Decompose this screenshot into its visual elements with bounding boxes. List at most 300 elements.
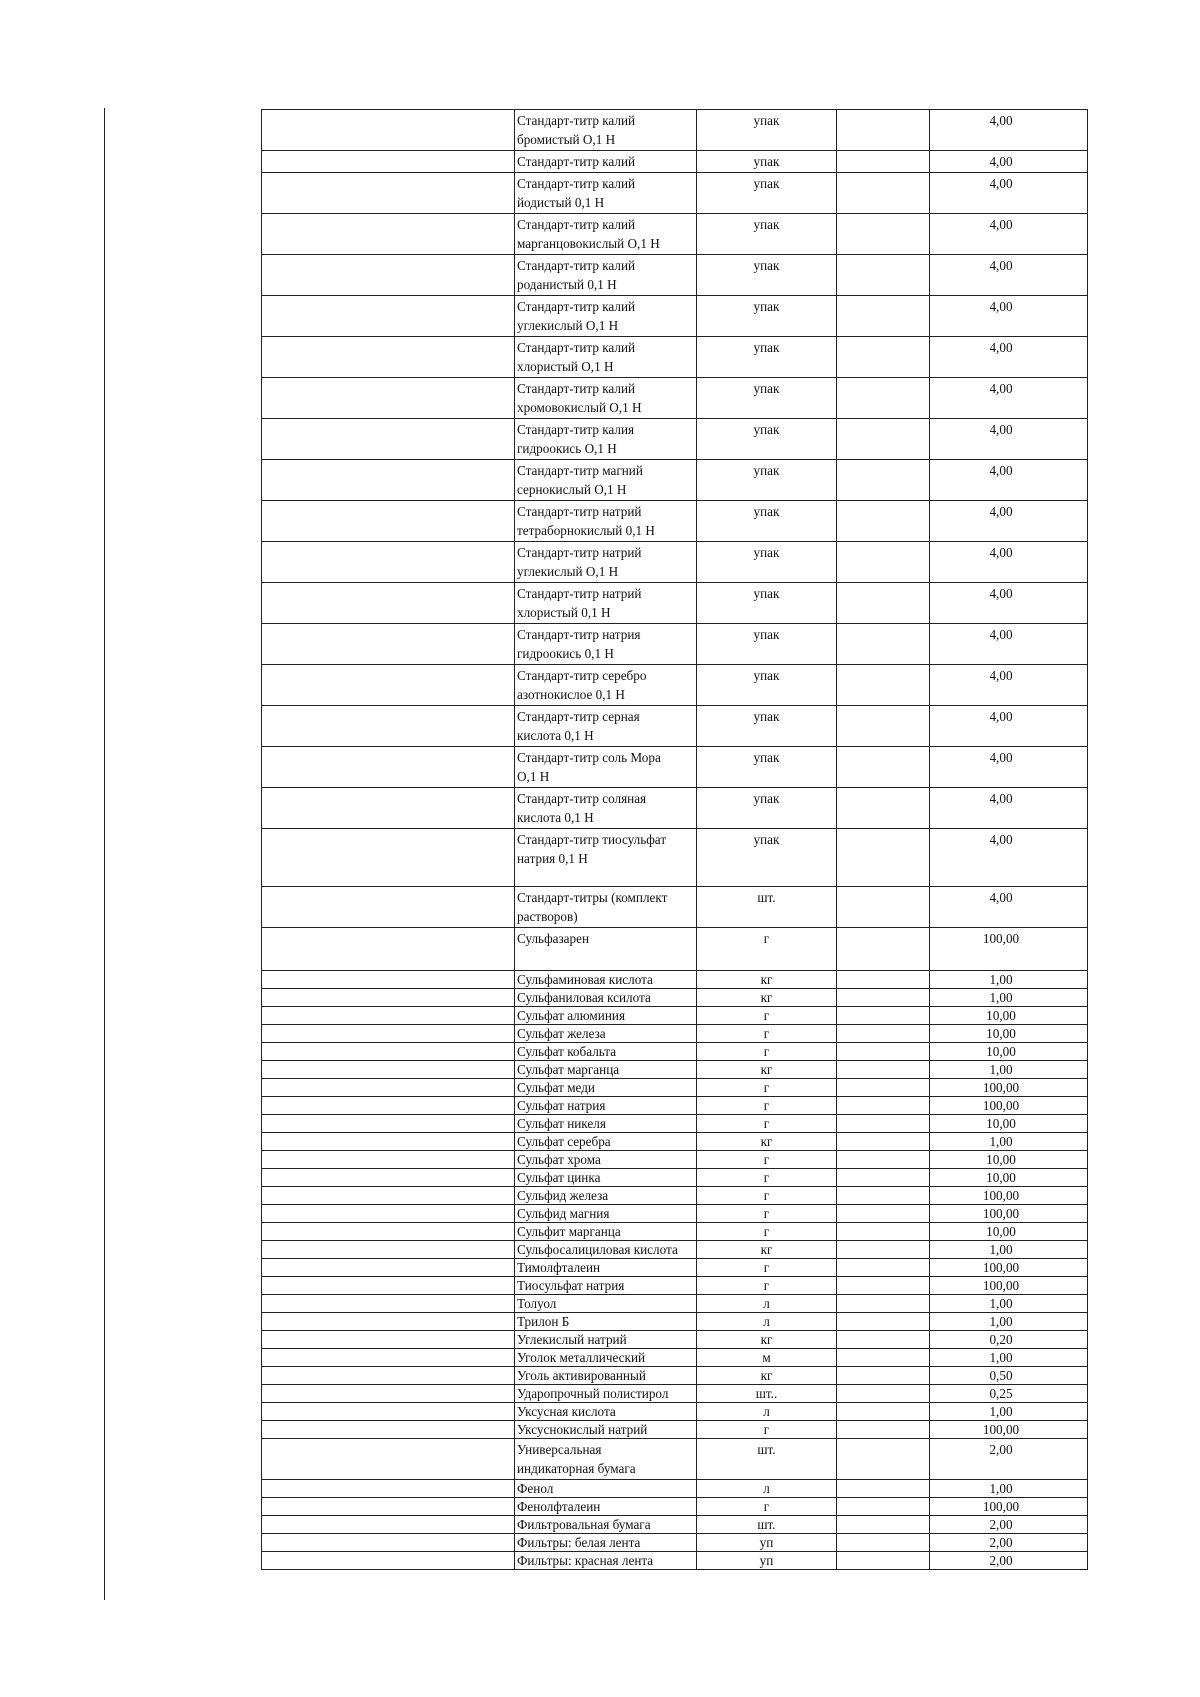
item-name-cell: Сульфат марганца [515, 1061, 697, 1079]
unit-cell: упак [697, 419, 837, 460]
item-name-cell: Сульфат цинка [515, 1169, 697, 1187]
table-row [262, 706, 1088, 747]
quantity-cell: 10,00 [930, 1025, 1088, 1043]
empty-cell [837, 1079, 930, 1097]
blank-cell [262, 214, 515, 255]
blank-cell [262, 173, 515, 214]
blank-cell [262, 1277, 515, 1295]
unit-cell: л [697, 1480, 837, 1498]
empty-cell [837, 1331, 930, 1349]
table-row [262, 1007, 1088, 1025]
unit-cell: г [697, 1025, 837, 1043]
unit-cell: г [697, 1151, 837, 1169]
empty-cell [837, 1007, 930, 1025]
unit-cell: упак [697, 255, 837, 296]
blank-cell [262, 460, 515, 501]
table-row [262, 1259, 1088, 1277]
empty-cell [837, 1349, 930, 1367]
item-name-cell: Сульфат железа [515, 1025, 697, 1043]
item-name-cell: Уксусная кислота [515, 1403, 697, 1421]
table-row [262, 1061, 1088, 1079]
blank-cell [262, 747, 515, 788]
quantity-cell: 4,00 [930, 542, 1088, 583]
unit-cell: г [697, 1187, 837, 1205]
quantity-cell: 4,00 [930, 173, 1088, 214]
item-name-cell: Сульфат серебра [515, 1133, 697, 1151]
table-row [262, 1043, 1088, 1061]
blank-cell [262, 1349, 515, 1367]
item-name-cell: Стандарт-титр тиосульфат натрия 0,1 Н [515, 829, 697, 887]
unit-cell: упак [697, 151, 837, 173]
unit-cell: г [697, 1097, 837, 1115]
item-name-cell: Стандарт-титр калий йодистый 0,1 Н [515, 173, 697, 214]
empty-cell [837, 460, 930, 501]
blank-cell [262, 1205, 515, 1223]
empty-cell [837, 542, 930, 583]
empty-cell [837, 1480, 930, 1498]
empty-cell [837, 1241, 930, 1259]
blank-cell [262, 989, 515, 1007]
quantity-cell: 0,50 [930, 1367, 1088, 1385]
unit-cell: упак [697, 665, 837, 706]
item-name-cell: Сульфат хрома [515, 1151, 697, 1169]
table-row [262, 1151, 1088, 1169]
blank-cell [262, 296, 515, 337]
item-name-cell: Стандарт-титры (комплект растворов) [515, 887, 697, 928]
item-name-cell: Стандарт-титр серебро азотнокислое 0,1 Н [515, 665, 697, 706]
quantity-cell: 1,00 [930, 1133, 1088, 1151]
item-name-cell: Фенолфталеин [515, 1498, 697, 1516]
item-name-cell: Тиосульфат натрия [515, 1277, 697, 1295]
empty-cell [837, 214, 930, 255]
unit-cell: л [697, 1295, 837, 1313]
unit-cell: г [697, 1498, 837, 1516]
table-row [262, 1115, 1088, 1133]
quantity-cell: 100,00 [930, 928, 1088, 971]
empty-cell [837, 624, 930, 665]
table-row [262, 1552, 1088, 1570]
quantity-cell: 4,00 [930, 788, 1088, 829]
item-name-cell: Стандарт-титр магний сернокислый О,1 Н [515, 460, 697, 501]
empty-cell [837, 747, 930, 788]
empty-cell [837, 829, 930, 887]
empty-cell [837, 296, 930, 337]
empty-cell [837, 337, 930, 378]
quantity-cell: 10,00 [930, 1151, 1088, 1169]
empty-cell [837, 501, 930, 542]
empty-cell [837, 1385, 930, 1403]
unit-cell: шт. [697, 1439, 837, 1480]
empty-cell [837, 788, 930, 829]
table-row [262, 1313, 1088, 1331]
unit-cell: кг [697, 1133, 837, 1151]
unit-cell: упак [697, 110, 837, 151]
unit-cell: кг [697, 1367, 837, 1385]
empty-cell [837, 887, 930, 928]
unit-cell: упак [697, 378, 837, 419]
unit-cell: уп [697, 1534, 837, 1552]
unit-cell: г [697, 1421, 837, 1439]
empty-cell [837, 1552, 930, 1570]
item-name-cell: Стандарт-титр калий углекислый О,1 Н [515, 296, 697, 337]
unit-cell: м [697, 1349, 837, 1367]
quantity-cell: 2,00 [930, 1534, 1088, 1552]
table-row [262, 255, 1088, 296]
quantity-cell: 1,00 [930, 1349, 1088, 1367]
quantity-cell: 4,00 [930, 214, 1088, 255]
empty-cell [837, 1421, 930, 1439]
empty-cell [837, 928, 930, 971]
table-row [262, 110, 1088, 151]
unit-cell: шт. [697, 887, 837, 928]
table-row [262, 173, 1088, 214]
empty-cell [837, 1516, 930, 1534]
blank-cell [262, 1403, 515, 1421]
quantity-cell: 100,00 [930, 1205, 1088, 1223]
unit-cell: уп [697, 1552, 837, 1570]
empty-cell [837, 1534, 930, 1552]
unit-cell: г [697, 1223, 837, 1241]
table-row [262, 1516, 1088, 1534]
table-row [262, 1349, 1088, 1367]
quantity-cell: 10,00 [930, 1043, 1088, 1061]
blank-cell [262, 255, 515, 296]
table-row [262, 1241, 1088, 1259]
unit-cell: упак [697, 747, 837, 788]
table-row [262, 971, 1088, 989]
unit-cell: упак [697, 542, 837, 583]
unit-cell: шт.. [697, 1385, 837, 1403]
item-name-cell: Стандарт-титр калий роданистый 0,1 Н [515, 255, 697, 296]
unit-cell: упак [697, 337, 837, 378]
table-row [262, 583, 1088, 624]
item-name-cell: Уксуснокислый натрий [515, 1421, 697, 1439]
blank-cell [262, 1007, 515, 1025]
quantity-cell: 1,00 [930, 1295, 1088, 1313]
empty-cell [837, 1097, 930, 1115]
table-row [262, 1205, 1088, 1223]
blank-cell [262, 1331, 515, 1349]
empty-cell [837, 255, 930, 296]
item-name-cell: Сульфат никеля [515, 1115, 697, 1133]
quantity-cell: 1,00 [930, 1480, 1088, 1498]
quantity-cell: 1,00 [930, 989, 1088, 1007]
quantity-cell: 1,00 [930, 1061, 1088, 1079]
blank-cell [262, 971, 515, 989]
unit-cell: г [697, 1079, 837, 1097]
unit-cell: кг [697, 1241, 837, 1259]
item-name-cell: Трилон Б [515, 1313, 697, 1331]
empty-cell [837, 1169, 930, 1187]
item-name-cell: Углекислый натрий [515, 1331, 697, 1349]
quantity-cell: 2,00 [930, 1552, 1088, 1570]
item-name-cell: Толуол [515, 1295, 697, 1313]
quantity-cell: 100,00 [930, 1187, 1088, 1205]
blank-cell [262, 1079, 515, 1097]
quantity-cell: 4,00 [930, 624, 1088, 665]
item-name-cell: Уголь активированный [515, 1367, 697, 1385]
blank-cell [262, 583, 515, 624]
blank-cell [262, 1516, 515, 1534]
quantity-cell: 4,00 [930, 419, 1088, 460]
unit-cell: упак [697, 706, 837, 747]
table-row [262, 419, 1088, 460]
item-name-cell: Сульфит марганца [515, 1223, 697, 1241]
table-row [262, 665, 1088, 706]
blank-cell [262, 1421, 515, 1439]
blank-cell [262, 501, 515, 542]
quantity-cell: 4,00 [930, 887, 1088, 928]
item-name-cell: Стандарт-титр соль Мора О,1 Н [515, 747, 697, 788]
empty-cell [837, 1205, 930, 1223]
blank-cell [262, 542, 515, 583]
empty-cell [837, 1223, 930, 1241]
table-row [262, 1534, 1088, 1552]
table-row [262, 378, 1088, 419]
table-row [262, 887, 1088, 928]
item-name-cell: Стандарт-титр калия гидроокись О,1 Н [515, 419, 697, 460]
left-margin-line [104, 108, 105, 1600]
quantity-cell: 2,00 [930, 1439, 1088, 1480]
reagents-table-container [261, 109, 1087, 1570]
blank-cell [262, 1133, 515, 1151]
item-name-cell: Ударопрочный полистирол [515, 1385, 697, 1403]
table-row [262, 1025, 1088, 1043]
unit-cell: упак [697, 173, 837, 214]
item-name-cell: Сульфат алюминия [515, 1007, 697, 1025]
table-row [262, 624, 1088, 665]
empty-cell [837, 1025, 930, 1043]
unit-cell: упак [697, 829, 837, 887]
quantity-cell: 100,00 [930, 1079, 1088, 1097]
item-name-cell: Сульфат натрия [515, 1097, 697, 1115]
unit-cell: упак [697, 501, 837, 542]
item-name-cell: Сульфазарен [515, 928, 697, 971]
table-row [262, 1277, 1088, 1295]
table-row [262, 296, 1088, 337]
quantity-cell: 100,00 [930, 1259, 1088, 1277]
quantity-cell: 100,00 [930, 1498, 1088, 1516]
empty-cell [837, 1259, 930, 1277]
empty-cell [837, 1151, 930, 1169]
blank-cell [262, 1097, 515, 1115]
quantity-cell: 1,00 [930, 1313, 1088, 1331]
table-row [262, 151, 1088, 173]
blank-cell [262, 337, 515, 378]
empty-cell [837, 1187, 930, 1205]
table-row [262, 1079, 1088, 1097]
empty-cell [837, 971, 930, 989]
table-row [262, 1498, 1088, 1516]
table-row [262, 214, 1088, 255]
reagents-table [261, 109, 1088, 1570]
blank-cell [262, 1439, 515, 1480]
unit-cell: шт. [697, 1516, 837, 1534]
table-row [262, 1385, 1088, 1403]
quantity-cell: 100,00 [930, 1277, 1088, 1295]
blank-cell [262, 1259, 515, 1277]
quantity-cell: 4,00 [930, 460, 1088, 501]
item-name-cell: Сульфат меди [515, 1079, 697, 1097]
empty-cell [837, 419, 930, 460]
item-name-cell: Стандарт-титр соляная кислота 0,1 Н [515, 788, 697, 829]
table-row [262, 1331, 1088, 1349]
empty-cell [837, 151, 930, 173]
quantity-cell: 100,00 [930, 1097, 1088, 1115]
table-row [262, 1403, 1088, 1421]
blank-cell [262, 1025, 515, 1043]
item-name-cell: Стандарт-титр калий марганцовокислый О,1 Н [515, 214, 697, 255]
quantity-cell: 4,00 [930, 665, 1088, 706]
table-row [262, 542, 1088, 583]
blank-cell [262, 829, 515, 887]
empty-cell [837, 1277, 930, 1295]
blank-cell [262, 1115, 515, 1133]
empty-cell [837, 1403, 930, 1421]
blank-cell [262, 1480, 515, 1498]
quantity-cell: 10,00 [930, 1223, 1088, 1241]
unit-cell: г [697, 1205, 837, 1223]
unit-cell: г [697, 1007, 837, 1025]
blank-cell [262, 887, 515, 928]
table-row [262, 1439, 1088, 1480]
blank-cell [262, 1313, 515, 1331]
unit-cell: упак [697, 788, 837, 829]
item-name-cell: Универсальная индикаторная бумага [515, 1439, 697, 1480]
blank-cell [262, 624, 515, 665]
blank-cell [262, 1223, 515, 1241]
item-name-cell: Стандарт-титр калий хромовокислый О,1 Н [515, 378, 697, 419]
quantity-cell: 4,00 [930, 296, 1088, 337]
empty-cell [837, 583, 930, 624]
item-name-cell: Стандарт-титр натрий тетраборнокислый 0,1 Н [515, 501, 697, 542]
unit-cell: г [697, 1169, 837, 1187]
empty-cell [837, 1061, 930, 1079]
quantity-cell: 0,25 [930, 1385, 1088, 1403]
item-name-cell: Фильтры: красная лента [515, 1552, 697, 1570]
item-name-cell: Сульфаниловая ксилота [515, 989, 697, 1007]
quantity-cell: 10,00 [930, 1115, 1088, 1133]
blank-cell [262, 1295, 515, 1313]
table-row [262, 989, 1088, 1007]
blank-cell [262, 1043, 515, 1061]
blank-cell [262, 928, 515, 971]
empty-cell [837, 665, 930, 706]
table-row [262, 1480, 1088, 1498]
unit-cell: упак [697, 583, 837, 624]
item-name-cell: Сульфосалициловая кислота [515, 1241, 697, 1259]
unit-cell: г [697, 1043, 837, 1061]
quantity-cell: 1,00 [930, 1403, 1088, 1421]
unit-cell: г [697, 1259, 837, 1277]
blank-cell [262, 706, 515, 747]
empty-cell [837, 1313, 930, 1331]
blank-cell [262, 665, 515, 706]
empty-cell [837, 1115, 930, 1133]
unit-cell: л [697, 1313, 837, 1331]
quantity-cell: 1,00 [930, 971, 1088, 989]
blank-cell [262, 1552, 515, 1570]
empty-cell [837, 1295, 930, 1313]
item-name-cell: Фильтровальная бумага [515, 1516, 697, 1534]
quantity-cell: 4,00 [930, 747, 1088, 788]
item-name-cell: Сульфат кобальта [515, 1043, 697, 1061]
table-row [262, 1169, 1088, 1187]
item-name-cell: Сульфид железа [515, 1187, 697, 1205]
table-row [262, 337, 1088, 378]
empty-cell [837, 1133, 930, 1151]
quantity-cell: 4,00 [930, 337, 1088, 378]
blank-cell [262, 151, 515, 173]
quantity-cell: 10,00 [930, 1169, 1088, 1187]
quantity-cell: 0,20 [930, 1331, 1088, 1349]
blank-cell [262, 1367, 515, 1385]
empty-cell [837, 110, 930, 151]
quantity-cell: 4,00 [930, 378, 1088, 419]
empty-cell [837, 1439, 930, 1480]
table-row [262, 829, 1088, 887]
table-row [262, 747, 1088, 788]
empty-cell [837, 1367, 930, 1385]
table-row [262, 1097, 1088, 1115]
table-row [262, 1223, 1088, 1241]
item-name-cell: Стандарт-титр серная кислота 0,1 Н [515, 706, 697, 747]
blank-cell [262, 1498, 515, 1516]
item-name-cell: Сульфид магния [515, 1205, 697, 1223]
item-name-cell: Стандарт-титр калий хлористый О,1 Н [515, 337, 697, 378]
item-name-cell: Стандарт-титр калий [515, 151, 697, 173]
unit-cell: кг [697, 1061, 837, 1079]
item-name-cell: Тимолфталеин [515, 1259, 697, 1277]
unit-cell: кг [697, 1331, 837, 1349]
quantity-cell: 4,00 [930, 110, 1088, 151]
unit-cell: кг [697, 971, 837, 989]
quantity-cell: 4,00 [930, 706, 1088, 747]
quantity-cell: 4,00 [930, 583, 1088, 624]
unit-cell: г [697, 1277, 837, 1295]
quantity-cell: 2,00 [930, 1516, 1088, 1534]
blank-cell [262, 1061, 515, 1079]
quantity-cell: 10,00 [930, 1007, 1088, 1025]
empty-cell [837, 1043, 930, 1061]
unit-cell: упак [697, 460, 837, 501]
item-name-cell: Стандарт-титр натрий хлористый 0,1 Н [515, 583, 697, 624]
table-row [262, 1367, 1088, 1385]
blank-cell [262, 1169, 515, 1187]
item-name-cell: Фенол [515, 1480, 697, 1498]
empty-cell [837, 173, 930, 214]
item-name-cell: Стандарт-титр натрия гидроокись 0,1 Н [515, 624, 697, 665]
quantity-cell: 1,00 [930, 1241, 1088, 1259]
blank-cell [262, 788, 515, 829]
unit-cell: г [697, 1115, 837, 1133]
item-name-cell: Стандарт-титр натрий углекислый О,1 Н [515, 542, 697, 583]
table-row [262, 460, 1088, 501]
unit-cell: л [697, 1403, 837, 1421]
quantity-cell: 4,00 [930, 501, 1088, 542]
table-row [262, 501, 1088, 542]
table-row [262, 1133, 1088, 1151]
quantity-cell: 4,00 [930, 151, 1088, 173]
empty-cell [837, 1498, 930, 1516]
unit-cell: упак [697, 624, 837, 665]
table-row [262, 1421, 1088, 1439]
quantity-cell: 4,00 [930, 255, 1088, 296]
item-name-cell: Уголок металлический [515, 1349, 697, 1367]
unit-cell: упак [697, 214, 837, 255]
table-row [262, 788, 1088, 829]
blank-cell [262, 1187, 515, 1205]
